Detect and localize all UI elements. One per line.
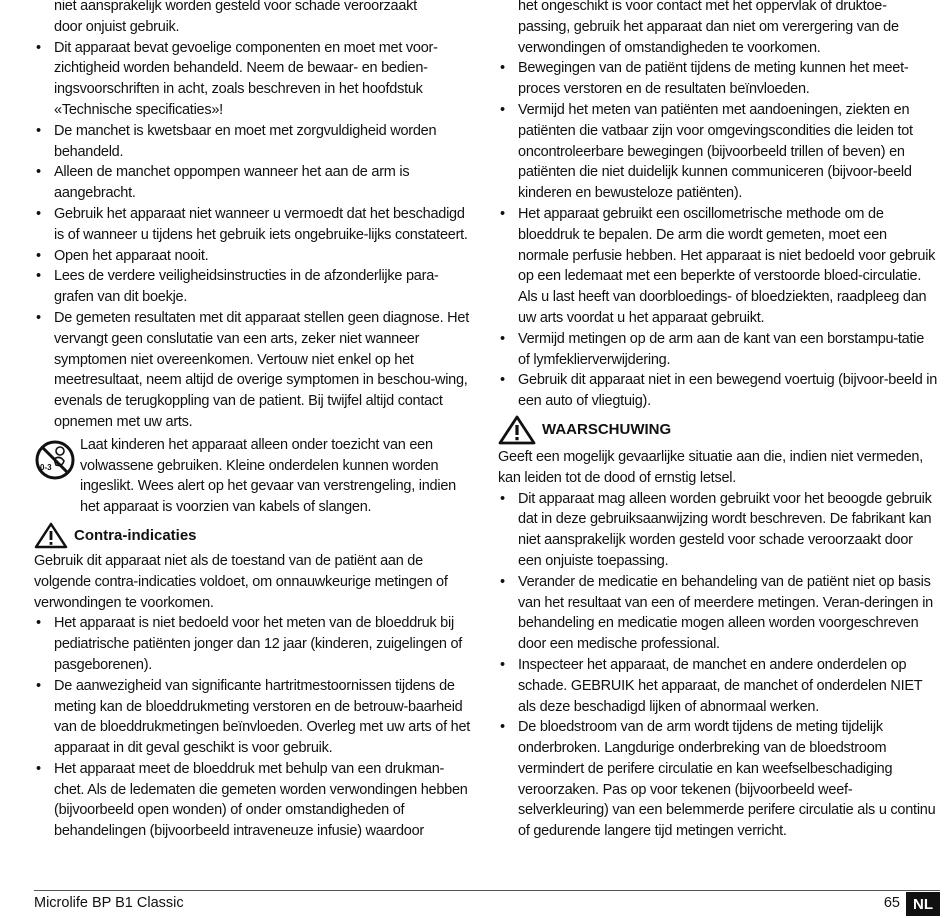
list-item: • Vermijd het meten van patiënten met aandoeningen, ziekten en patiënten die vatbaar zijn voor omgevingscondities die leiden tot oncontroleerbare bewegingen (bijvoorbeeld trillen of beven) en patiënten die niet duidelijk kunnen communiceren (bijvoor-beeld kinderen en bewusteloze patiënten).	[498, 100, 938, 204]
list-item: • De aanwezigheid van significante hartritmestoornissen tijdens de meting kan de bloeddrukmeting verstoren en de betrouw-baarheid van de bloeddrukmetingen beïnvloeden. Overleg met uw arts of het apparaat in dit geval geschikt is voor gebruik.	[34, 676, 474, 759]
left-column	[34, 0, 474, 842]
language-badge: NL	[906, 892, 940, 916]
list-item: • Het apparaat is niet bedoeld voor het meten van de bloeddruk bij pediatrische patiënten jonger dan 12 jaar (kinderen, zuigelingen of pasgeborenen).	[34, 613, 474, 675]
warning-triangle-icon	[34, 522, 68, 549]
intro-line: door onjuist gebruik.	[54, 18, 180, 35]
child-warning	[34, 435, 474, 518]
age-label: 0-3	[40, 462, 52, 472]
list-item: • Gebruik het apparaat niet wanneer u vermoedt dat het beschadigd is of wanneer u tijdens het gebruik iets ongebruike-lijks constateert.	[34, 204, 474, 246]
list-item: • De manchet is kwetsbaar en moet met zorgvuldigheid worden behandeld.	[34, 121, 474, 163]
list-item: • Het apparaat meet de bloeddruk met behulp van een drukman-chet. Als de ledematen die gemeten worden verwondingen hebben (bijvoorbeeld open wonden) of onder omstandigheden of behandelingen (bijvoorbeeld intraveneuze infusie) waardoor	[34, 759, 474, 842]
page-number: 65	[883, 895, 900, 911]
list-item: • Gebruik dit apparaat niet in een bewegend voertuig (bijvoor-beeld in een auto of vliegtuig).	[498, 370, 938, 412]
list-item: • De gemeten resultaten met dit apparaat stellen geen diagnose. Het vervangt geen conslutatie van een arts, zeker niet wanneer symptomen niet overeenkomen. Vertouw niet enkel op het meetresultaat, neem altijd de overige symptomen in beschou-wing, evenals de terugkoppling van de patient. Bij twijfel altijd contact opnemen met uw arts.	[34, 308, 474, 433]
product-name: Microlife BP B1 Classic	[34, 895, 184, 911]
list-item: • Dit apparaat mag alleen worden gebruikt voor het beoogde gebruik dat in deze gebruiksaanwijzing wordt beschreven. De fabrikant kan niet aansprakelijk worden gesteld voor schade veroorzaakt door een onjuiste toepassing.	[498, 489, 938, 572]
contra-intro: Gebruik dit apparaat niet als de toestand van de patiënt aan de volgende contra-indicaties voldoet, om onnauwkeurige metingen of verwondingen te voorkomen.	[34, 552, 448, 611]
list-item: • Vermijd metingen op de arm aan de kant van een borstampu-tatie of lymfeklierverwijdering.	[498, 329, 938, 371]
list-item: • Inspecteer het apparaat, de manchet en andere onderdelen op schade. GEBRUIK het apparaat, de manchet of onderdelen NIET als deze beschadigd lijken of abnormaal werken.	[498, 655, 938, 717]
contra-heading	[34, 522, 474, 549]
list-item: • Dit apparaat bevat gevoelige componenten en moet met voor-zichtigheid worden behandeld. Neem de bewaar- en bedien-ingsvoorschriften in acht, zoals beschreven in het hoofdstuk «Technische specificaties»!	[34, 38, 474, 121]
list-item: • Het apparaat gebruikt een oscillometrische methode om de bloeddruk te bepalen. De arm die wordt gemeten, moet een normale perfusie hebben. Het apparaat is niet bedoeld voor gebruik op een ledemaat met een beperkte of verstoorde bloed-circulatie. Als u last heeft van doorbloedings- of bloedziekten, raadpleeg dan uw arts voordat u het apparaat gebruikt.	[498, 204, 938, 329]
contra-heading-text: Contra-indicaties	[74, 526, 197, 544]
continued-text: het ongeschikt is voor contact met het oppervlak of druktoe-passing, gebruik het apparaat dan niet om verergering van de verwondingen of omstandigheden te voorkomen.	[518, 0, 899, 56]
no-children-icon	[34, 439, 76, 481]
bullet-list-b	[34, 613, 474, 842]
child-warning-text: Laat kinderen het apparaat alleen onder toezicht van een volwassene gebruiken. Kleine onderdelen kunnen worden ingeslikt. Wees alert op het gevaar van verstrengeling, indien het apparaat is voorzien van kabels of slangen.	[80, 436, 456, 516]
list-item: • Open het apparaat nooit.	[34, 246, 474, 267]
intro-line: niet aansprakelijk worden gesteld voor schade veroorzaakt	[54, 0, 417, 14]
right-column	[498, 0, 938, 842]
list-item: • Bewegingen van de patiënt tijdens de meting kunnen het meet-proces verstoren en de resultaten beïnvloeden.	[498, 58, 938, 100]
warning-intro: Geeft een mogelijk gevaarlijke situatie aan die, indien niet vermeden, kan leiden tot de dood of ernstig letsel.	[498, 448, 924, 486]
page-footer	[34, 890, 940, 913]
warning-heading-text: WAARSCHUWING	[542, 421, 672, 439]
bullet-list-d	[498, 489, 938, 843]
bullet-list-c	[498, 58, 938, 412]
list-item: • De bloedstroom van de arm wordt tijdens de meting tijdelijk onderbroken. Langdurige onderbreking van de bloedstroom vermindert de perifere circulatie en kan weefselbeschadiging veroorzaken. Pas op voor tekenen (bijvoorbeeld weef-selverkleuring) van een belemmerde perifere circulatie als u continu of gedurende langere tijd metingen verricht.	[498, 717, 938, 842]
bullet-list-a	[34, 38, 474, 433]
warning-heading	[498, 415, 938, 445]
list-item: • Verander de medicatie en behandeling van de patiënt niet op basis van het resultaat van een of meerdere metingen. Veran-deringen in behandeling en medicatie mogen alleen worden voorgeschreven door een medische professional.	[498, 572, 938, 655]
warning-triangle-icon	[498, 415, 536, 445]
list-item: • Lees de verdere veiligheidsinstructies in de afzonderlijke para-grafen van dit boekje.	[34, 266, 474, 308]
list-item: • Alleen de manchet oppompen wanneer het aan de arm is aangebracht.	[34, 162, 474, 204]
